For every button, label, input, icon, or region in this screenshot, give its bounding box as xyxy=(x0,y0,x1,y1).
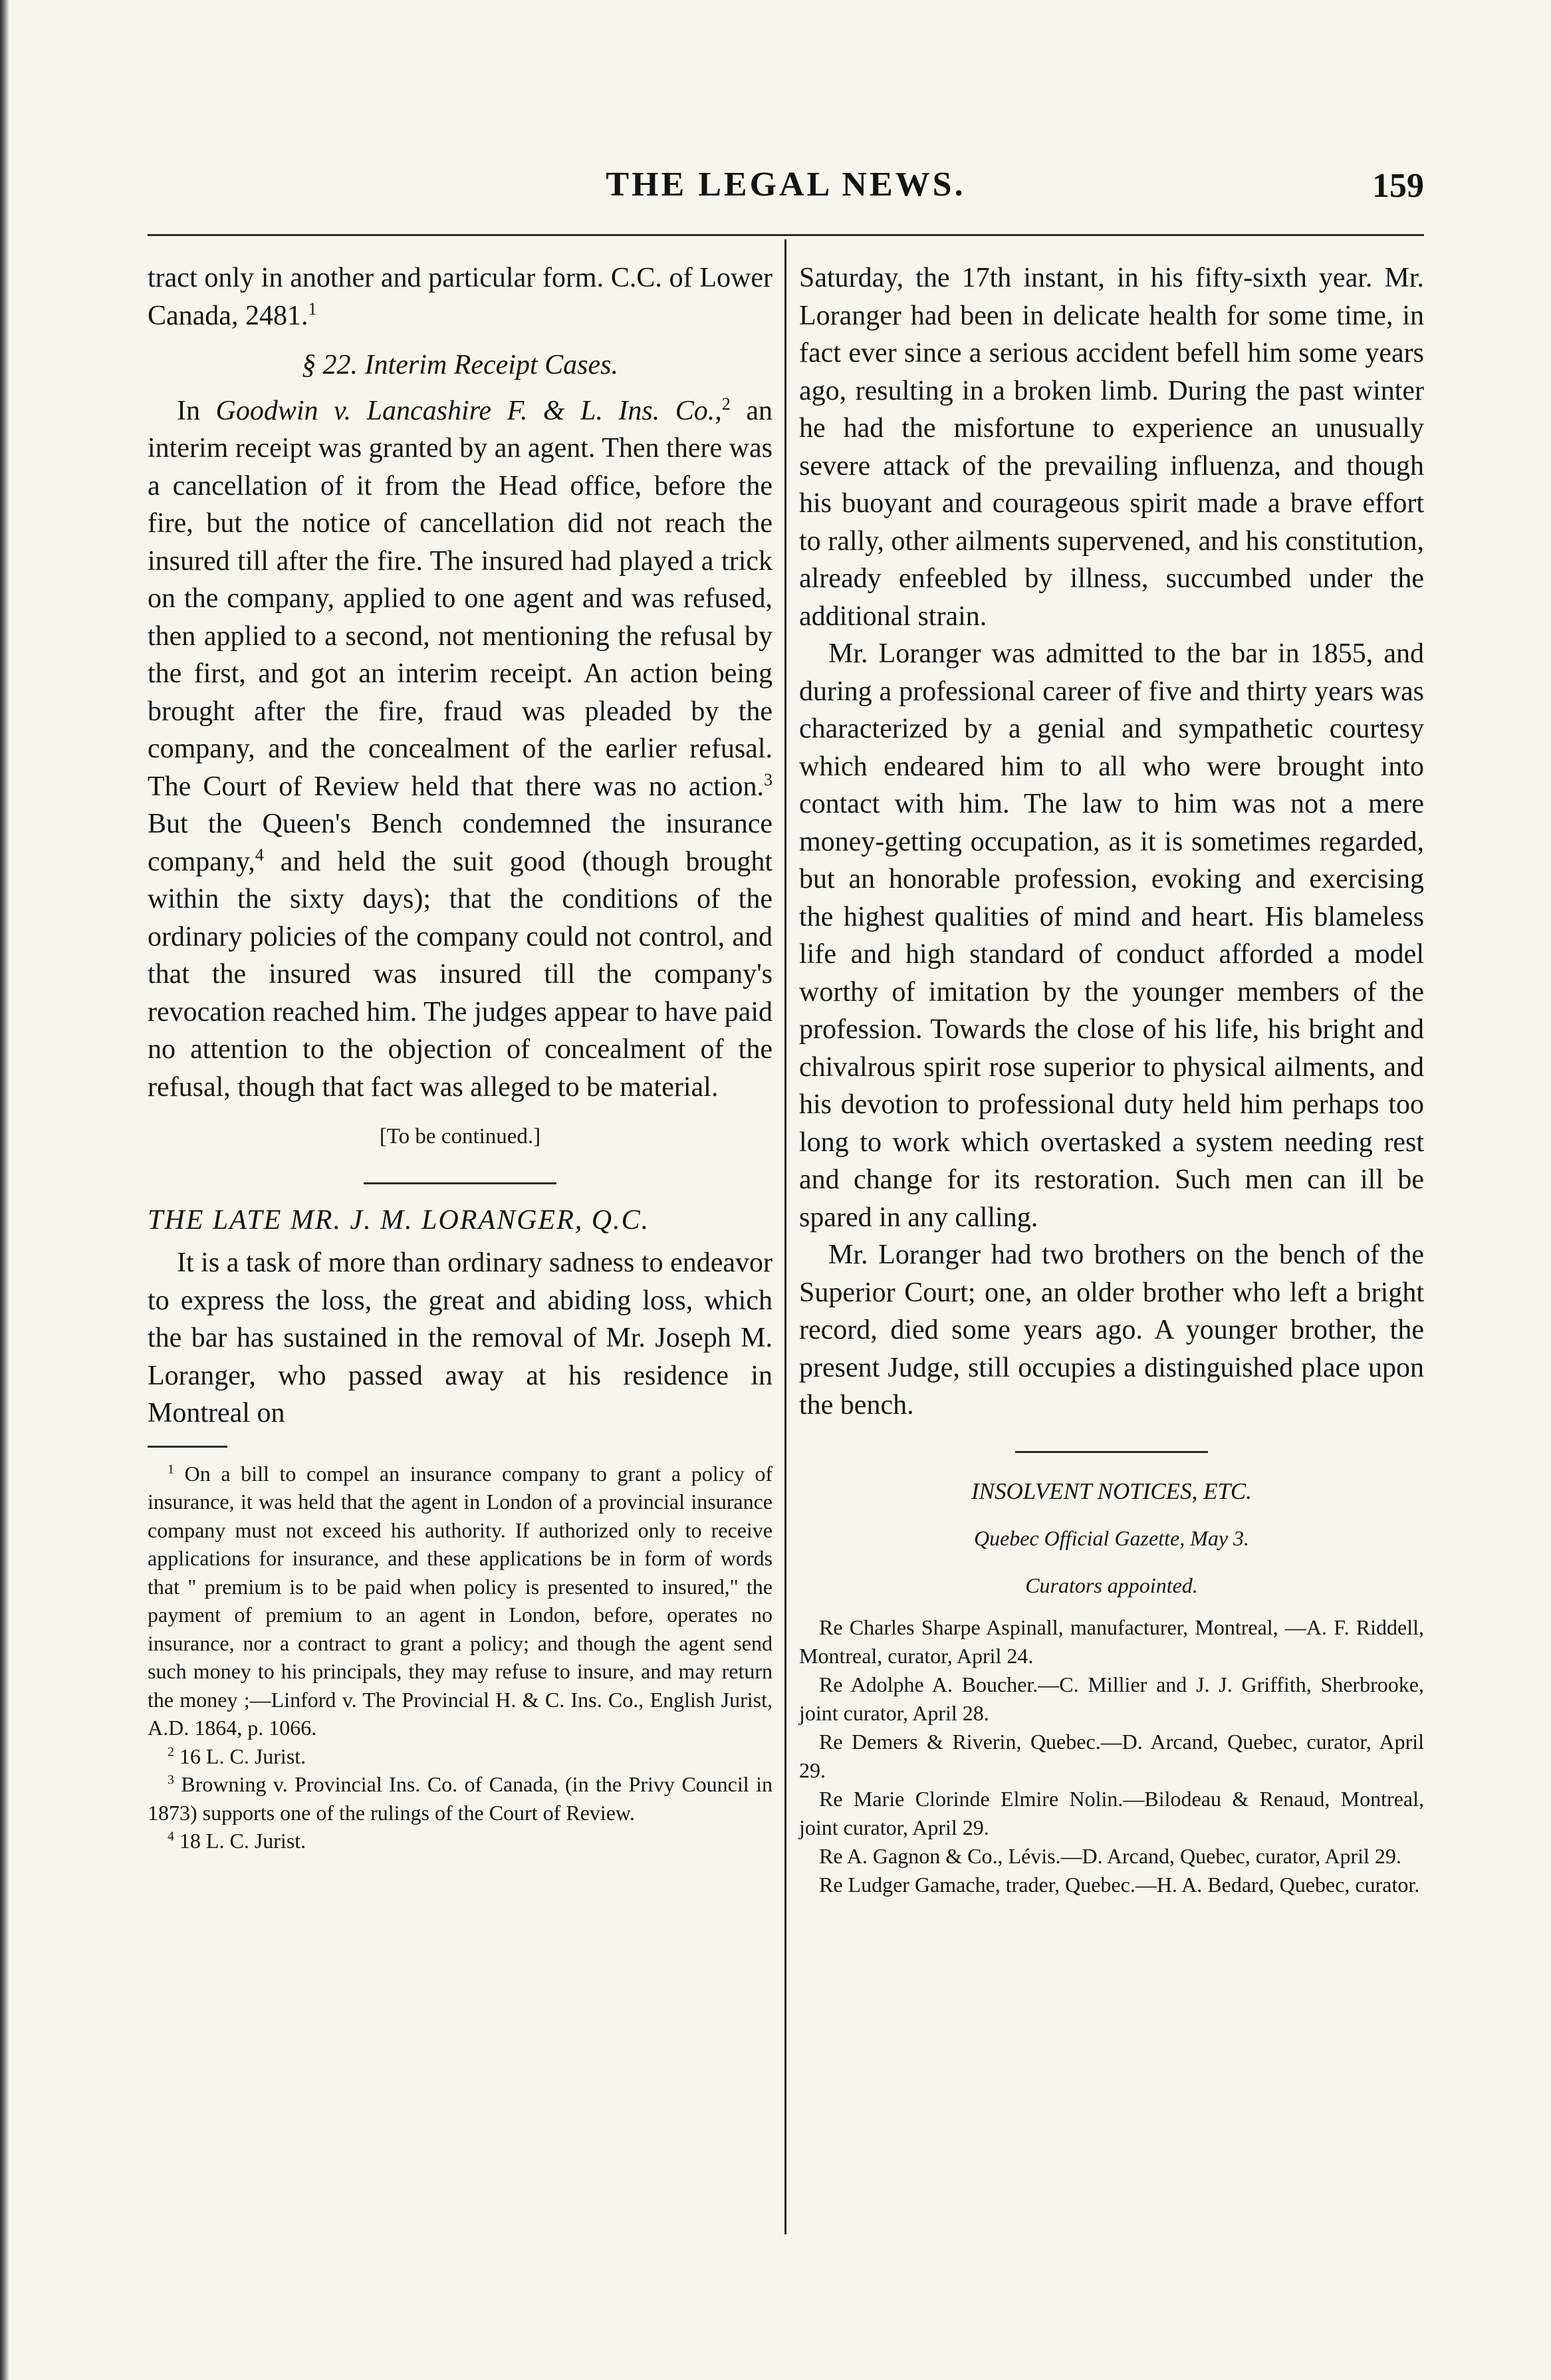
header-rule xyxy=(148,234,1424,236)
paragraph-text: In xyxy=(177,395,216,426)
footnote-text: Browning v. Provincial Ins. Co. of Canada, (in the Privy Council in 1873) supports one of the rulings of the Court of Review. xyxy=(148,1772,773,1825)
paragraph-text: and held the suit good (though brought within the sixty days); that the conditions of the ordinary policies of the company could not control, and that the insured was insured till the company's revocation reached him. The judges appear to have paid no attention to the objection of concealment of the refusal, though that fact was alleged to be material. xyxy=(148,846,773,1103)
paragraph-obituary-1: Saturday, the 17th instant, in his fifty-sixth year. Mr. Loranger had been in delicate health for some time, in fact ever since a serious accident befell him some years ago, resulting in a broken limb. During the past winter he had the misfortune to experience an unusually severe attack of the prevailing influenza, and though his buoyant and courageous spirit made a brave effort to rally, other ailments supervened, and his constitution, already enfeebled by illness, succumbed under the additional strain. xyxy=(799,263,1424,632)
footnote-ref: 4 xyxy=(255,845,264,864)
notices-source: Quebec Official Gazette, May 3. xyxy=(973,1526,1250,1550)
footnote xyxy=(148,1827,773,1855)
page-header xyxy=(148,161,1424,221)
paragraph-obituary-2: Mr. Loranger was admitted to the bar in 1855, and during a professional career of five and thirty years was characterized by a genial and sympathetic courtesy which endeared him to all who were brought into contact with him. The law to him was not a mere money-getting occupation, as it is sometimes regarded, but an honorable profession, evoking and exercising the highest qualities of mind and heart. His blameless life and high standard of conduct afforded a model worthy of imitation by the younger members of the profession. Towards the close of his life, his bright and chivalrous spirit rose superior to physical ailments, and his devotion to professional duty held him perhaps too long to work which overtasked a system needing rest and change for its restoration. Such men can ill be spared in any calling. xyxy=(799,638,1424,1233)
paragraph-text: tract only in another and particular form. C.C. of Lower Canada, 2481. xyxy=(148,263,773,331)
notice-item: Re Adolphe A. Boucher.—C. Millier and J. J. Griffith, Sherbrooke, joint curator, April 28. xyxy=(799,1672,1424,1725)
footnote-number: 3 xyxy=(168,1772,174,1787)
footnote xyxy=(148,1770,773,1827)
paragraph-text: But the Queen's Bench condemned the insurance company, xyxy=(148,809,773,877)
footnote xyxy=(148,1460,773,1742)
notices-subheading: Curators appointed. xyxy=(1025,1573,1198,1597)
page-edge xyxy=(0,0,9,2380)
footnote-rule xyxy=(148,1446,227,1448)
footnote-text: 18 L. C. Jurist. xyxy=(179,1829,306,1853)
paragraph-obituary-3: Mr. Loranger had two brothers on the bench of the Superior Court; one, an older brother who left a bright record, died some years ago. A younger brother, the present Judge, still occupies a distinguished place upon the bench. xyxy=(799,1240,1424,1420)
notices-list xyxy=(799,1613,1424,1899)
notices-heading: INSOLVENT NOTICES, ETC. xyxy=(971,1478,1253,1504)
footnote-text: 16 L. C. Jurist. xyxy=(179,1744,306,1768)
notice-item: Re A. Gagnon & Co., Lévis.—D. Arcand, Quebec, curator, April 29. xyxy=(819,1844,1401,1868)
notice-item: Re Charles Sharpe Aspinall, manufacturer, Montreal, —A. F. Riddell, Montreal, curator, April 24. xyxy=(799,1615,1424,1668)
paragraph-obituary-intro: It is a task of more than ordinary sadness to endeavor to express the loss, the great and abiding loss, which the bar has sustained in the removal of Mr. Joseph M. Loranger, who passed away at his residence in Montreal on xyxy=(148,1248,773,1428)
paragraph-goodwin xyxy=(148,392,773,1107)
running-title: THE LEGAL NEWS. xyxy=(606,166,966,203)
page-number: 159 xyxy=(1372,167,1424,205)
paragraph-text: an interim receipt was granted by an agent. Then there was a cancellation of it from the Head office, before the fire, but the notice of cancellation did not reach the insured till after the fire. The insured had played a trick on the company, applied to one agent and was refused, then applied to a second, not mentioning the refusal by the first, and got an interim receipt. An action being brought after the fire, fraud was pleaded by the company, and the concealment of the earlier refusal. The Court of Review held that there was no action. xyxy=(148,395,773,802)
footnote-ref: 1 xyxy=(308,299,317,319)
notice-item: Re Demers & Riverin, Quebec.—D. Arcand, Quebec, curator, April 29. xyxy=(799,1730,1424,1782)
paragraph-continuation xyxy=(148,259,773,334)
section-heading: § 22. Interim Receipt Cases. xyxy=(302,350,618,380)
footnote-ref: 3 xyxy=(763,769,773,789)
notice-item: Re Ludger Gamache, trader, Quebec.—H. A. Bedard, Quebec, curator. xyxy=(819,1873,1420,1897)
right-column xyxy=(799,259,1424,1899)
footnote-number: 1 xyxy=(168,1461,174,1476)
notice-item: Re Marie Clorinde Elmire Nolin.—Bilodeau & Renaud, Montreal, joint curator, April 29. xyxy=(799,1787,1424,1839)
column-divider xyxy=(784,239,786,2234)
case-name: Goodwin v. Lancashire F. & L. Ins. Co., xyxy=(215,395,722,426)
footnote-number: 2 xyxy=(168,1744,174,1759)
footnotes xyxy=(148,1460,773,1855)
footnote-text: On a bill to compel an insurance company to grant a policy of insurance, it was held that the agent in London of a provincial insurance company must not exceed his authority. If authorized only to receive applications for insurance, and these applications be in form of words that " premium is to be paid when policy is presented to insured," the payment of premium to an agent in London, before, operates no insurance, nor a contract to grant a policy; and though the agent send such money to his principals, they may refuse to insure, and may return the money ;—Linford v. The Provincial H. & C. Ins. Co., English Jurist, A.D. 1864, p. 1066. xyxy=(148,1461,773,1740)
article-title: THE LATE MR. J. M. LORANGER, Q.C. xyxy=(148,1204,650,1236)
to-be-continued: [To be continued.] xyxy=(379,1124,541,1148)
left-column xyxy=(148,259,773,1855)
footnote xyxy=(148,1742,773,1771)
section-rule xyxy=(1015,1451,1208,1453)
footnote-ref: 2 xyxy=(721,394,731,414)
section-rule xyxy=(364,1182,556,1184)
footnote-number: 4 xyxy=(168,1829,174,1844)
